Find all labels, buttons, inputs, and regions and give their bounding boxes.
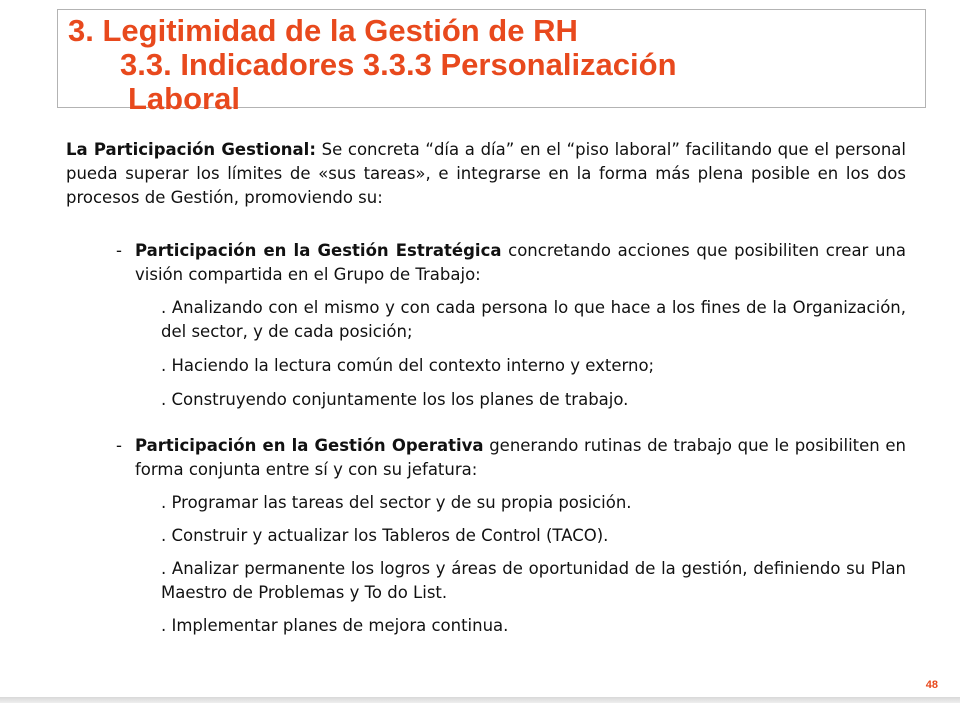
list-item: . Construyendo conjuntamente los los planes de trabajo.	[161, 390, 629, 409]
section-strategic-text: concretando acciones que posibiliten crear una visión compartida en el Grupo de Trabajo:	[135, 241, 906, 284]
section-strategic	[66, 239, 906, 287]
title-line-3: Laboral	[128, 81, 240, 116]
list-item: . Haciendo la lectura común del contexto interno y externo;	[161, 356, 655, 375]
list-item: . Analizando con el mismo y con cada persona lo que hace a los fines de la Organización, del sector, y de cada posición;	[161, 298, 906, 341]
list-item: . Analizar permanente los logros y áreas de oportunidad de la gestión, definiendo su Plan Maestro de Problemas y To do List.	[161, 559, 906, 602]
section-operative	[66, 434, 906, 482]
intro-lead: La Participación Gestional:	[66, 140, 316, 159]
dash-bullet: -	[116, 241, 122, 260]
slide-body	[66, 138, 906, 638]
list-item: . Programar las tareas del sector y de su propia posición.	[161, 493, 632, 512]
section-strategic-lead: Participación en la Gestión Estratégica	[135, 241, 502, 260]
intro-text: Se concreta “día a día” en el “piso laboral” facilitando que el personal pueda superar los límites de «sus tareas», e integrarse en la forma más plena posible en los dos procesos de Gestión, promoviendo su:	[66, 140, 906, 207]
page-number: 48	[925, 679, 938, 691]
title-line-2: 3.3. Indicadores 3.3.3 Personalización	[120, 47, 677, 82]
list-item: . Construir y actualizar los Tableros de Control (TACO).	[161, 526, 609, 545]
section-operative-text: generando rutinas de trabajo que le posibiliten en forma conjunta entre sí y con su jefatura:	[135, 436, 907, 479]
footer-divider	[0, 697, 960, 703]
list-item: . Implementar planes de mejora continua.	[161, 616, 509, 635]
title-line-1: 3. Legitimidad de la Gestión de RH	[68, 13, 578, 48]
slide-title	[68, 14, 928, 116]
dash-bullet: -	[116, 436, 122, 455]
intro-paragraph	[66, 138, 906, 210]
section-operative-lead: Participación en la Gestión Operativa	[135, 436, 484, 455]
